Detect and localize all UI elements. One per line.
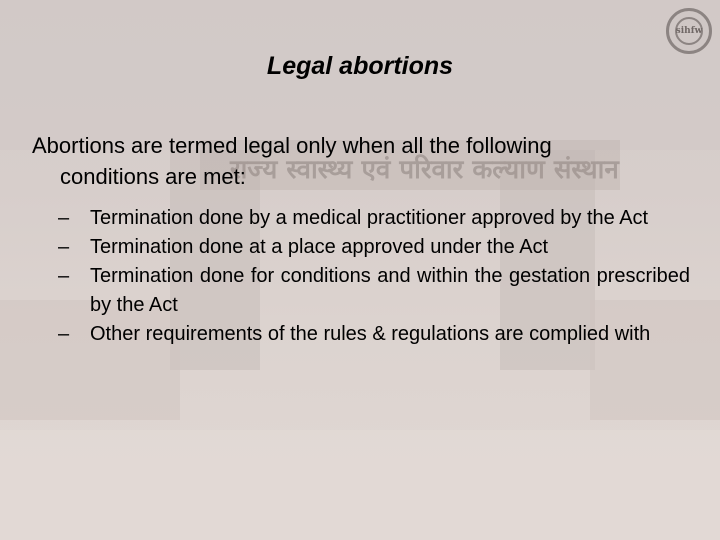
- institute-logo: [666, 8, 712, 54]
- condition-item: [58, 233, 690, 262]
- conditions-list: [58, 204, 690, 349]
- slide-title: Legal abortions: [266, 52, 454, 80]
- condition-item: [58, 320, 690, 349]
- gate-sign-text: राज्य स्वास्थ्य एवं परिवार कल्याण संस्थान: [230, 155, 619, 185]
- condition-text: Other requirements of the rules & regulations are complied with: [90, 323, 651, 345]
- bullet-dash: –: [58, 236, 70, 258]
- ground-road: [0, 430, 720, 540]
- intro-line-1: Abortions are termed legal only when all the following: [32, 133, 552, 158]
- logo-inner-ring: [675, 17, 703, 45]
- bullet-dash: –: [58, 323, 70, 345]
- condition-text: Termination done at a place approved under the Act: [90, 236, 549, 258]
- condition-item: [58, 204, 690, 233]
- intro-line-2: conditions are met:: [60, 164, 246, 189]
- condition-text: Termination done by a medical practitioner approved by the Act: [90, 207, 649, 229]
- logo-text: sihfw: [675, 26, 703, 36]
- bullet-dash: –: [58, 207, 70, 229]
- intro-paragraph: [32, 130, 692, 192]
- condition-text: Termination done for conditions and within the gestation prescribed by the Act: [90, 265, 690, 316]
- condition-item: [58, 262, 690, 320]
- bullet-dash: –: [58, 265, 70, 287]
